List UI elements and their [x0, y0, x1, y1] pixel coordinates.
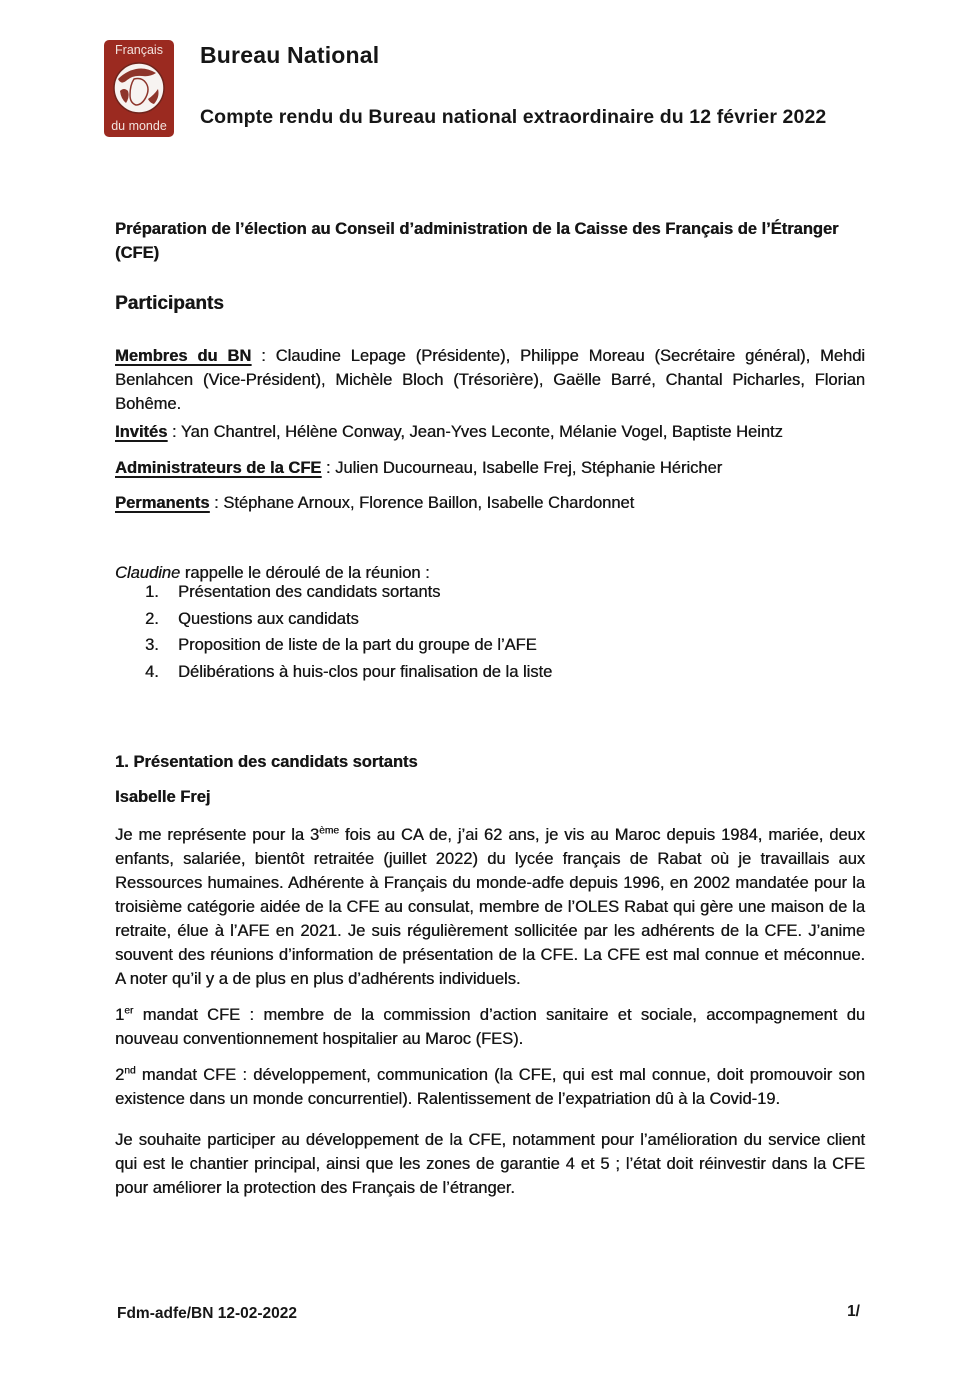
footer-page-number: 1/ — [847, 1303, 860, 1320]
separator: : — [167, 422, 181, 441]
closing-paragraph: Je souhaite participer au développement de la CFE, notamment pour l’amélioration du service client qui est le chantier principal, ainsi que les zones de garantie 4 et 5 ; l’état doit réinvestir dans la CFE pour améliorer la protection des Français de l’étranger. — [115, 1130, 865, 1197]
list-item-text: Questions aux candidats — [178, 609, 359, 628]
group-text-administrateurs: Julien Ducourneau, Isabelle Frej, Stéphanie Héricher — [335, 458, 723, 477]
bio-pre: Je me représente pour la 3 — [115, 825, 320, 844]
logo-top-label: Français — [115, 43, 163, 57]
footer-document-reference: Fdm-adfe/BN 12-02-2022 — [117, 1305, 298, 1322]
mandat1-pre: 1 — [115, 1005, 125, 1024]
list-item-text: Proposition de liste de la part du groupe de l’AFE — [178, 636, 537, 654]
mandat-1-paragraph — [115, 1003, 865, 1051]
mandat-2-paragraph — [115, 1063, 865, 1111]
list-item-text: Présentation des candidats sortants — [178, 583, 441, 601]
list-item — [115, 660, 865, 684]
section-1-heading: 1. Présentation des candidats sortants — [115, 752, 418, 771]
group-label-permanents: Permanents — [115, 493, 210, 512]
bio-superscript: ème — [319, 825, 339, 836]
participants-invites — [115, 420, 865, 444]
document-header — [104, 40, 826, 137]
separator: : — [321, 458, 336, 477]
mandat2-superscript: nd — [124, 1065, 136, 1076]
list-item-number: 2. — [145, 609, 159, 628]
participants-permanents — [115, 491, 865, 515]
participants-heading: Participants — [115, 293, 224, 314]
list-item-number: 3. — [145, 636, 159, 654]
participants-administrateurs — [115, 456, 865, 480]
group-text-membres: Claudine Lepage (Présidente), Philippe Moreau (Secrétaire général), Mehdi Benlahcen (Vice-Président), Michèle Bloch (Trésorière), Gaëlle Barré, Chantal Picharles, Florian Bohême. — [115, 346, 865, 413]
page-subtitle: Compte rendu du Bureau national extraordinaire du 12 février 2022 — [200, 106, 827, 128]
logo-bottom-label: du monde — [111, 118, 167, 133]
candidate-bio-paragraph — [115, 823, 865, 991]
group-text-permanents: Stéphane Arnoux, Florence Baillon, Isabelle Chardonnet — [223, 493, 635, 512]
list-item — [115, 580, 865, 604]
group-text-invites: Yan Chantrel, Hélène Conway, Jean-Yves Leconte, Mélanie Vogel, Baptiste Heintz — [180, 422, 783, 441]
separator: : — [209, 493, 224, 512]
list-item — [115, 607, 865, 631]
group-label-membres: Membres du BN — [115, 346, 252, 365]
agenda-lead-text: rappelle le déroulé de la réunion : — [180, 563, 430, 582]
header-titles — [200, 40, 826, 137]
page-title: Bureau National — [200, 42, 380, 68]
list-item-number: 1. — [145, 583, 159, 601]
mandat2-pre: 2 — [115, 1065, 125, 1084]
candidate-name: Isabelle Frej — [115, 787, 211, 806]
list-item-text: Délibérations à huis-clos pour finalisation de la liste — [178, 662, 553, 681]
list-item-number: 4. — [145, 662, 159, 681]
globe-icon — [112, 61, 166, 115]
intro-line: Préparation de l’élection au Conseil d’administration de la Caisse des Français de l’Étranger (CFE) — [115, 219, 839, 262]
bio-post: fois au CA de, j’ai 62 ans, je vis au Maroc depuis 1984, mariée, deux enfants, salariée, bientôt retraitée (juillet 2022) du lycée français de Rabat où je travaillais aux Ressources humaines. Adhérente à Français du monde-adfe depuis 1996, en 2002 mandatée pour la troisième catégorie aidée de la CFE au consulat, membre de l’OLES Rabat qui gère une maison de la retraite, élue à l’AFE en 2021. Je suis régulièrement sollicitée par les adhérents de la CFE. J’anime souvent des réunions d’information de présentation de la CFE. La CFE est mal connue et méconnue. A noter qu’il y a de plus en plus d’adhérents individuels. — [115, 825, 865, 988]
separator: : — [251, 346, 276, 365]
mandat2-post: mandat CFE : développement, communication (la CFE, qui est mal connue, doit promouvoir son existence dans un monde concurrentiel). Ralentissement de l’expatriation dû à la Covid-19. — [115, 1065, 865, 1108]
mandat1-superscript: er — [124, 1005, 134, 1016]
list-item — [115, 633, 865, 657]
group-label-invites: Invités — [115, 422, 168, 441]
mandat1-post: mandat CFE : membre de la commission d’action sanitaire et sociale, accompagnement du nouveau conventionnement hospitalier au Maroc (FES). — [115, 1005, 865, 1048]
francais-du-monde-logo — [104, 40, 174, 137]
speaker-name: Claudine — [115, 563, 181, 582]
participants-membres — [115, 344, 865, 416]
agenda-list — [115, 580, 865, 686]
group-label-administrateurs: Administrateurs de la CFE — [115, 458, 322, 477]
